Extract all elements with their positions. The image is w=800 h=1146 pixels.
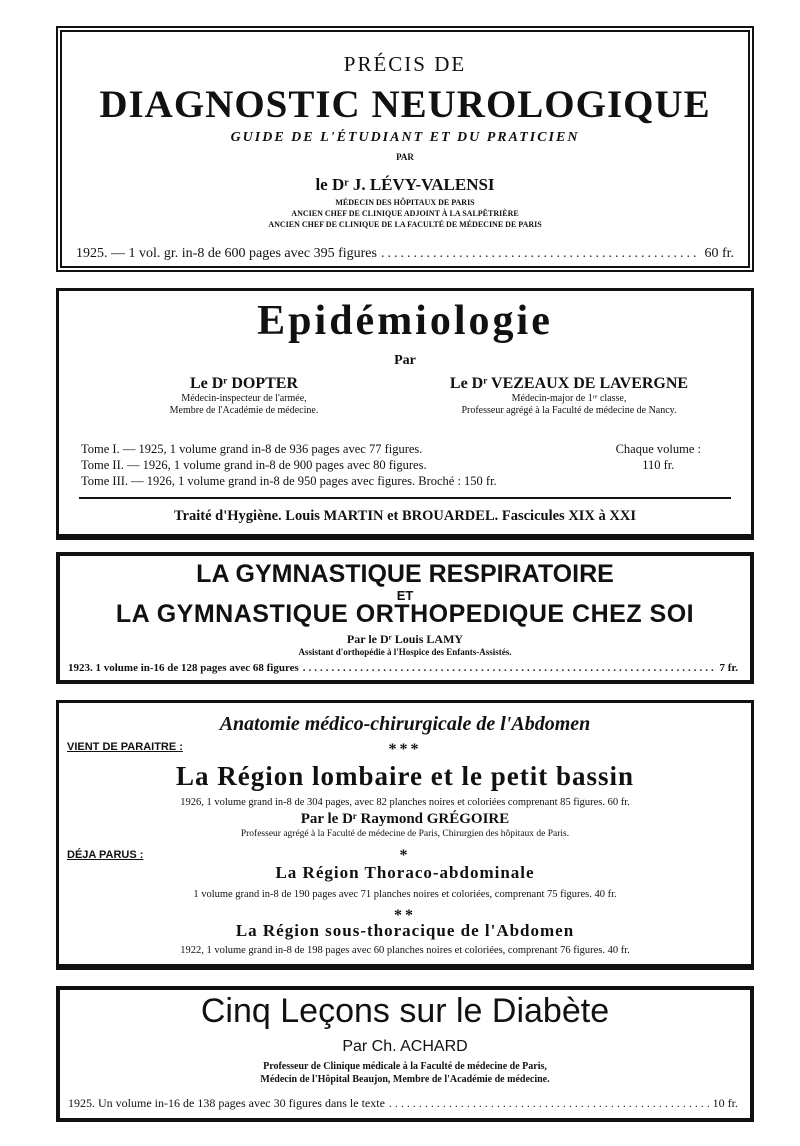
- series-title: Anatomie médico-chirurgicale de l'Abdomen: [219, 713, 591, 735]
- author-credential: Assistant d'orthopédie à l'Hospice des Enfants-Assistés.: [298, 647, 512, 657]
- book-title: LA GYMNASTIQUE ORTHOPEDIQUE CHEZ SOI: [115, 600, 695, 628]
- tome-line: Tome III. — 1926, 1 volume grand in-8 de 950 pages avec figures. Broché : 150 fr.: [81, 474, 497, 488]
- author-column: [404, 375, 734, 417]
- author-name: Par Ch. ACHARD: [342, 1038, 468, 1055]
- price: 110 fr.: [642, 458, 675, 472]
- publication-details: 1925. Un volume in-16 de 138 pages avec 30 figures dans le texte: [68, 1096, 385, 1110]
- book-prefix: PRÉCIS DE: [343, 52, 467, 76]
- book-subtitle: GUIDE DE L'ÉTUDIANT ET DU PRATICIEN: [230, 130, 580, 145]
- dot-leader: [303, 662, 716, 674]
- tome-line: Tome I. — 1925, 1 volume grand in-8 de 936 pages avec 77 figures.: [81, 442, 423, 456]
- ad-anatomie-abdomen: [56, 700, 754, 970]
- author-name: Par le Dʳ Louis LAMY: [346, 632, 464, 646]
- publication-details: 1926, 1 volume grand in-8 de 304 pages, avec 82 planches noires et coloriées comprenant 85 figures. 60 fr.: [180, 797, 630, 808]
- ad-epidemiologie: [56, 288, 754, 540]
- dot-leader: [381, 246, 700, 262]
- author-credential: Professeur agrégé à la Faculté de médecine de Nancy.: [461, 405, 677, 416]
- publication-details: 1923. 1 volume in-16 de 128 pages avec 68 figures: [68, 662, 299, 674]
- author-credentials: [60, 1060, 750, 1086]
- stars: **: [394, 907, 416, 924]
- author-column: [79, 375, 409, 417]
- dot-leader: [389, 1096, 709, 1111]
- author-credential: Médecin-major de 1ʳᵉ classe,: [511, 393, 627, 404]
- publication-line: [68, 662, 738, 674]
- conjunction: ET: [396, 588, 414, 603]
- publication-details: 1922, 1 volume grand in-8 de 198 pages avec 60 planches noires et coloriées, comprenant 76 figures. 40 fr.: [180, 945, 630, 956]
- publication-details: 1 volume grand in-8 de 190 pages avec 71 planches noires et coloriées, comprenant 75 figures. 40 fr.: [193, 889, 617, 900]
- book-title: Epidémiologie: [257, 298, 553, 344]
- author-name: Le Dʳ DOPTER: [189, 375, 299, 392]
- book-title: LA GYMNASTIQUE RESPIRATOIRE: [196, 560, 614, 588]
- footer-note: Traité d'Hygiène. Louis MARTIN et BROUARDEL. Fascicules XIX à XXI: [173, 508, 636, 524]
- book-title: La Région lombaire et le petit bassin: [176, 761, 634, 791]
- publication-line: [76, 246, 734, 262]
- price: 7 fr.: [719, 662, 738, 674]
- author-credential: Membre de l'Académie de médecine.: [169, 405, 319, 416]
- book-title: DIAGNOSTIC NEUROLOGIQUE: [99, 83, 711, 126]
- book-title: Cinq Leçons sur le Diabète: [200, 992, 610, 1030]
- publication-details: 1925. — 1 vol. gr. in-8 de 600 pages avec 395 figures: [76, 246, 377, 261]
- author-name: Par le Dʳ Raymond GRÉGOIRE: [300, 811, 510, 827]
- already-published-label: DÉJA PARUS :: [67, 849, 144, 861]
- author-credential: ANCIEN CHEF DE CLINIQUE ADJOINT À LA SALPÊTRIÈRE: [291, 209, 519, 218]
- stars: ***: [388, 741, 422, 758]
- volume-price-label: Chaque volume :: [615, 442, 701, 456]
- author-credential: ANCIEN CHEF DE CLINIQUE DE LA FACULTÉ DE MÉDECINE DE PARIS: [268, 220, 542, 229]
- divider: [79, 497, 731, 499]
- author-credential: Médecin de l'Hôpital Beaujon, Membre de l'Académie de médecine.: [260, 1074, 550, 1085]
- new-release-label: VIENT DE PARAITRE :: [67, 741, 183, 753]
- author-name: Le Dʳ VEZEAUX DE LAVERGNE: [449, 375, 689, 392]
- author-credential: Médecin-inspecteur de l'armée,: [181, 393, 307, 404]
- ad-diabete: [56, 986, 754, 1122]
- volume-price: [616, 441, 701, 473]
- ad-gymnastique: [56, 552, 754, 684]
- author-credential: Professeur de Clinique médicale à la Faculté de médecine de Paris,: [263, 1061, 547, 1072]
- price: 10 fr.: [712, 1096, 738, 1110]
- price: 60 fr.: [704, 246, 734, 261]
- publication-line: [68, 1096, 738, 1111]
- stars: *: [399, 847, 411, 864]
- book-title: La Région Thoraco-abdominale: [275, 863, 535, 882]
- author-credential: MÉDECIN DES HÔPITAUX DE PARIS: [335, 198, 475, 207]
- tomes-list: [81, 441, 497, 489]
- author-credential: Professeur agrégé à la Faculté de médecine de Paris, Chirurgien des hôpitaux de Paris.: [240, 829, 570, 839]
- tome-line: Tome II. — 1926, 1 volume grand in-8 de 900 pages avec 80 figures.: [81, 458, 427, 472]
- ad-diagnostic-neurologique: [56, 26, 754, 272]
- author-name: le Dʳ J. LÉVY-VALENSI: [315, 175, 495, 194]
- par-label: PAR: [396, 152, 414, 162]
- book-title: La Région sous-thoracique de l'Abdomen: [235, 921, 575, 940]
- par-label: Par: [394, 353, 416, 368]
